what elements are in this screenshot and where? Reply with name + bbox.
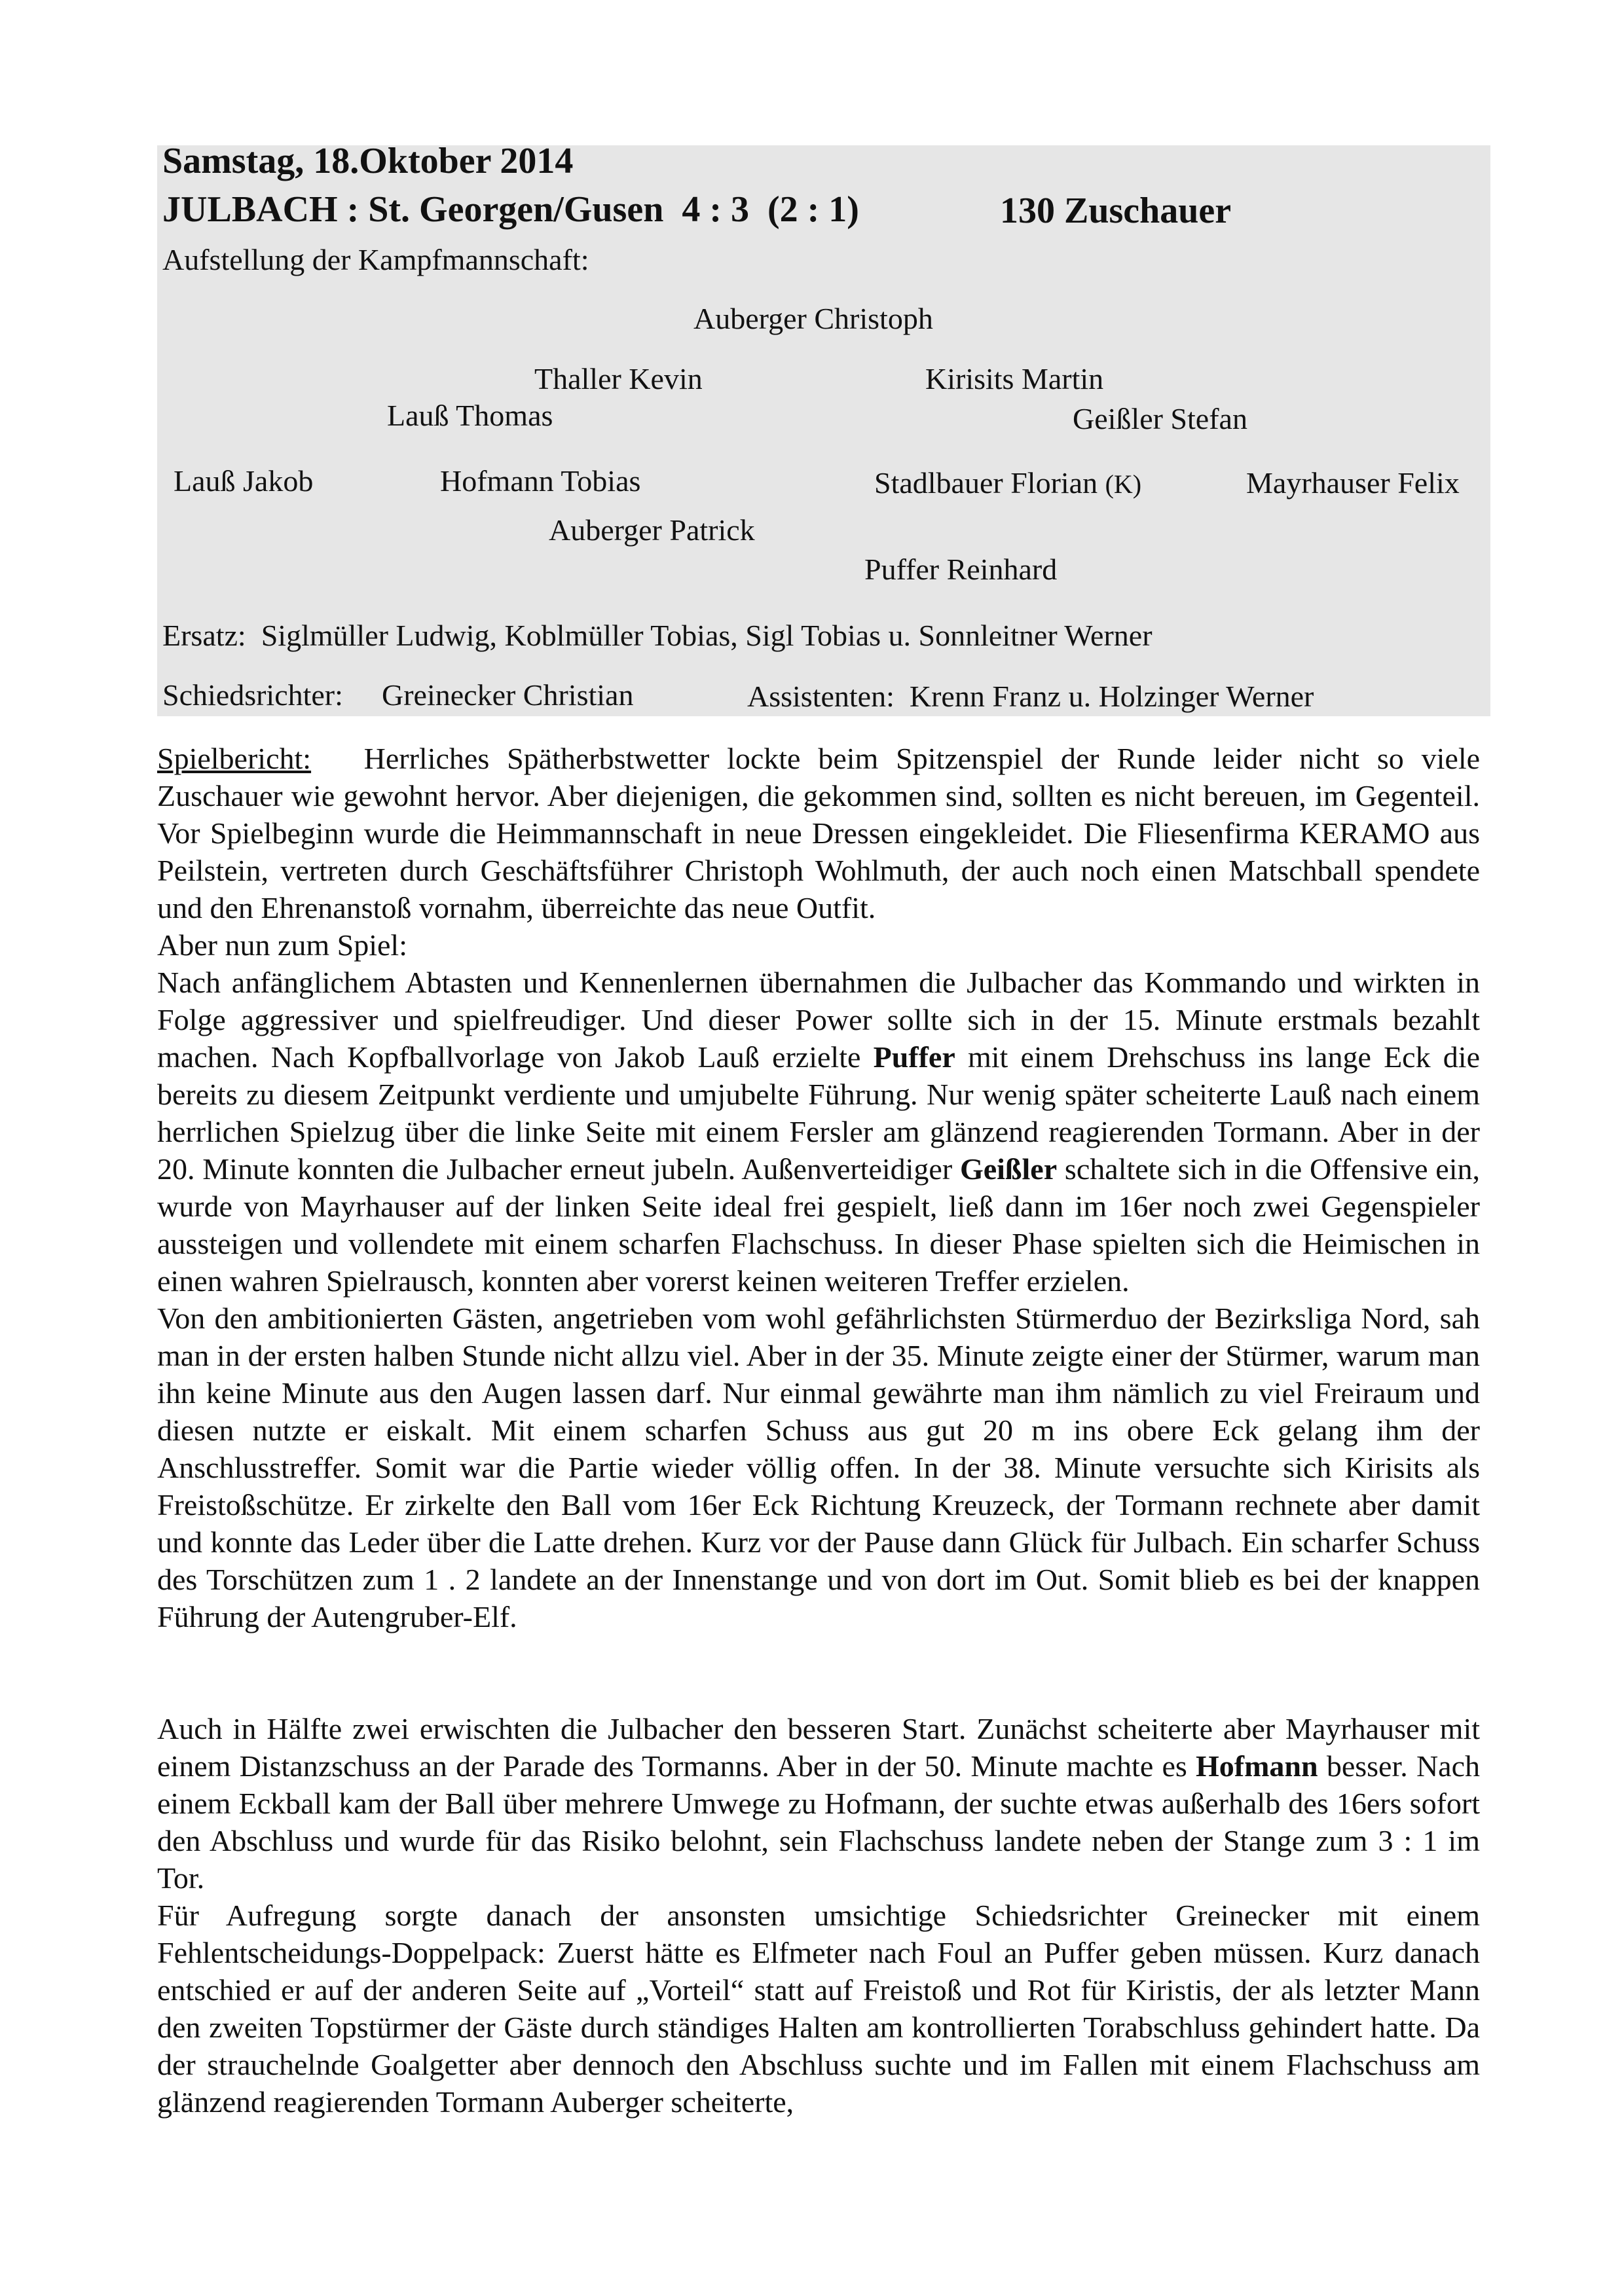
match-report-block-2 [157, 1710, 1480, 2121]
report-highlight: Hofmann [1196, 1749, 1318, 1783]
match-result: JULBACH : St. Georgen/Gusen 4 : 3 (2 : 1) [162, 189, 859, 230]
player-hofmann: Hofmann Tobias [440, 464, 641, 498]
report-text: Nach anfänglichem Abtasten und Kennenlernen übernahmen die Julbacher das Kommando und wirkten in Folge aggressiver und spielfreudiger. Und dieser Power sollte sich in der 15. Minute erstmals bezahlt machen. Nach Kopfballvorlage von Jakob Lauß erzielte [157, 966, 1480, 1074]
assistants-line: Assistenten: Krenn Franz u. Holzinger Werner [747, 680, 1314, 713]
report-text: besser. Nach einem Eckball kam der Ball über mehrere Umwege zu Hofmann, der suchte etwas außerhalb des 16ers sofort den Abschluss und wurde für das Risiko belohnt, sein Flachschuss landete neben der Stange zum 3 : 1 im Tor. [157, 1749, 1481, 1895]
report-highlight: Geißler [959, 1152, 1058, 1186]
spectator-count: 130 Zuschauer [1000, 191, 1232, 231]
report-paragraph: Für Aufregung sorgte danach der ansonsten umsichtige Schiedsrichter Greinecker mit einem Fehlentscheidungs-Doppelpack: Zuerst hätte es Elfmeter nach Foul an Puffer geben müssen. Kurz danach entschied er auf der anderen Seite auf „Vorteil“ statt auf Freistoß und Rot für Kiristis, der als letzter Mann den zweiten Topstürmer der Gäste durch ständiges Halten am kontrollierten Torabschluss gehindert hatte. Da der strauchelnde Goalgetter aber dennoch den Abschluss suchte und im Fallen mit einem Flachschuss am glänzend reagierenden Tormann Auberger scheiterte, [157, 1899, 1480, 2119]
player-stadlbauer-name: Stadlbauer Florian [874, 466, 1098, 500]
referee-name: Greinecker Christian [382, 678, 634, 712]
player-goalkeeper: Auberger Christoph [693, 302, 933, 335]
lineup-label: Aufstellung der Kampfmannschaft: [162, 243, 589, 276]
player-mayrhauser: Mayrhauser Felix [1246, 466, 1460, 500]
report-paragraph [157, 964, 1480, 1300]
player-auberger-patrick: Auberger Patrick [549, 513, 755, 547]
player-geissler: Geißler Stefan [1073, 402, 1247, 435]
captain-mark: (K) [1105, 469, 1142, 499]
player-puffer: Puffer Reinhard [864, 553, 1058, 586]
player-thaller: Thaller Kevin [534, 362, 703, 395]
player-kirisits: Kirisits Martin [925, 362, 1104, 395]
report-paragraph [157, 1710, 1480, 1897]
report-paragraph [157, 740, 1480, 926]
report-text: Herrliches Spätherbstwetter lockte beim Spitzenspiel der Runde leider nicht so viele Zuschauer wie gewohnt hervor. Aber diejenigen, die gekommen sind, sollten es nicht bereuen, im Gegenteil. Vor Spielbeginn wurde die Heimmannschaft in neue Dressen eingekleidet. Die Fliesenfirma KERAMO aus Peilstein, vertreten durch Geschäftsführer Christoph Wohlmuth, der auch noch einen Matschball spendete und den Ehrenanstoß vornahm, überreichte das neue Outfit. [157, 742, 1481, 924]
report-label: Spielbericht: [157, 742, 312, 775]
report-highlight: Puffer [873, 1040, 955, 1074]
player-lauss-jakob: Lauß Jakob [174, 464, 314, 498]
player-stadlbauer [874, 468, 1141, 498]
player-lauss-thomas: Lauß Thomas [387, 399, 553, 432]
substitutes-line: Ersatz: Siglmüller Ludwig, Koblmüller Tobias, Sigl Tobias u. Sonnleitner Werner [162, 619, 1153, 652]
report-paragraph: Aber nun zum Spiel: [157, 928, 407, 962]
report-text: mit einem Drehschuss ins lange Eck die bereits zu diesem Zeitpunkt verdiente und umjubelte Führung. Nur wenig später scheiterte Lauß nach einem herrlichen Spielzug über die linke Seite mit einem Fersler am glänzend reagierenden Tormann. Aber in der 20. Minute konnten die Julbacher erneut jubeln. Außenverteidiger [157, 1040, 1480, 1186]
referee-label: Schiedsrichter: [162, 678, 343, 712]
report-text: schaltete sich in die Offensive ein, wurde von Mayrhauser auf der linken Seite ideal frei gespielt, ließ dann im 16er noch zwei Gegenspieler aussteigen und vollendete mit einem scharfen Flachschuss. In dieser Phase spielten sich die Heimischen in einen wahren Spielrausch, konnten aber vorerst keinen weiteren Treffer erzielen. [157, 1152, 1481, 1298]
report-paragraph: Von den ambitionierten Gästen, angetrieben vom wohl gefährlichsten Stürmerduo der Bezirksliga Nord, sah man in der ersten halben Stunde nicht allzu viel. Aber in der 35. Minute zeigte einer der Stürmer, warum man ihn keine Minute aus den Augen lassen darf. Nur einmal gewährte man ihm nämlich zu viel Freiraum und diesen nutzte er eiskalt. Mit einem scharfen Schuss aus gut 20 m ins obere Eck gelang ihm der Anschlusstreffer. Somit war die Partie wieder völlig offen. In der 38. Minute versuchte sich Kirisits als Freistoßschütze. Er zirkelte den Ball vom 16er Eck Richtung Kreuzeck, der Tormann rechnete aber damit und konnte das Leder über die Latte drehen. Kurz vor der Pause dann Glück für Julbach. Ein scharfer Schuss des Torschützen zum 1 . 2 landete an der Innenstange und von dort im Out. Somit blieb es bei der knappen Führung der Autengruber-Elf. [157, 1302, 1480, 1633]
report-text: Auch in Hälfte zwei erwischten die Julbacher den besseren Start. Zunächst scheiterte aber Mayrhauser mit einem Distanzschuss an der Parade des Tormanns. Aber in der 50. Minute machte es [157, 1712, 1480, 1783]
match-date: Samstag, 18.Oktober 2014 [162, 141, 574, 181]
match-report-block-1 [157, 740, 1480, 1635]
